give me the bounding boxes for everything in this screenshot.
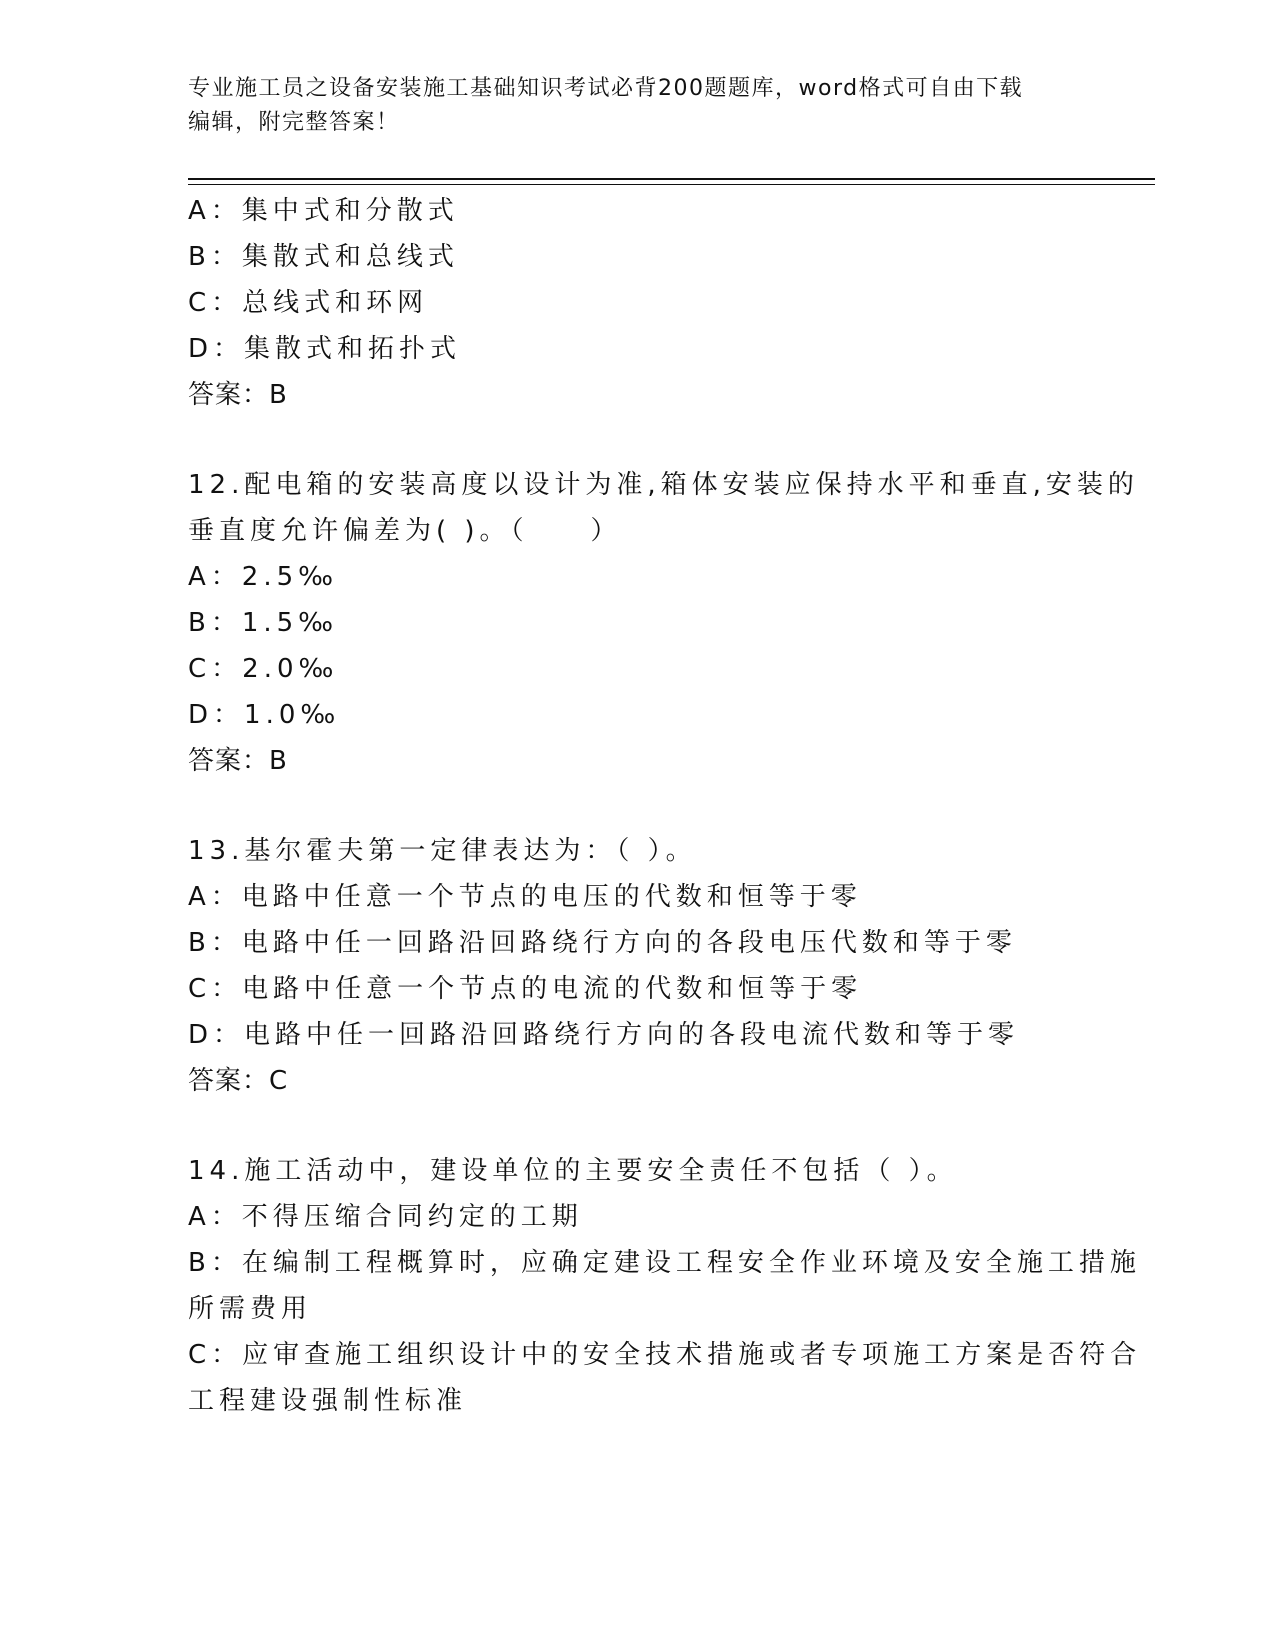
option-b: B：1.5‰: [188, 608, 339, 638]
option-b-continued: 所需费用: [188, 1294, 313, 1324]
question-14: [188, 1148, 1142, 1424]
option-b: B：在编制工程概算时，应确定建设工程安全作业环境及安全施工措施: [188, 1248, 1141, 1278]
question-11-tail: [188, 188, 1088, 418]
question-stem: 14.施工活动中，建设单位的主要安全责任不包括（ ）。: [188, 1156, 958, 1186]
option-c: C：电路中任意一个节点的电流的代数和恒等于零: [188, 974, 863, 1004]
header-divider-thick: [188, 178, 1155, 180]
question-stem: 12.配电箱的安装高度以设计为准,箱体安装应保持水平和垂直,安装的: [188, 470, 1139, 500]
spacer: [188, 784, 1088, 828]
option-c-continued: 工程建设强制性标准: [188, 1386, 468, 1416]
question-list: [188, 188, 1142, 1424]
question-13: [188, 828, 1088, 1104]
spacer: [188, 418, 1088, 462]
answer: 答案：B: [188, 380, 288, 410]
option-d: D：电路中任一回路沿回路绕行方向的各段电流代数和等于零: [188, 1020, 1020, 1050]
option-c: C：总线式和环网: [188, 288, 429, 318]
spacer: [188, 1104, 1088, 1148]
question-12: [188, 462, 1139, 784]
header-line-2: 编辑，附完整答案！: [188, 110, 400, 135]
option-a: A：集中式和分散式: [188, 196, 459, 226]
document-header: [188, 72, 1068, 140]
option-d: D：1.0‰: [188, 700, 341, 730]
option-a: A：电路中任意一个节点的电压的代数和恒等于零: [188, 882, 862, 912]
header-line-1: 专业施工员之设备安装施工基础知识考试必背200题题库，word格式可自由下载: [188, 76, 1024, 101]
question-stem-continued: 垂直度允许偏差为( )。（ ）: [188, 516, 622, 546]
option-c: C：应审查施工组织设计中的安全技术措施或者专项施工方案是否符合: [188, 1340, 1142, 1370]
option-b: B：集散式和总线式: [188, 242, 459, 272]
header-divider-thin: [188, 184, 1155, 185]
option-a: A：不得压缩合同约定的工期: [188, 1202, 583, 1232]
question-stem: 13.基尔霍夫第一定律表达为：（ ）。: [188, 836, 697, 866]
option-d: D：集散式和拓扑式: [188, 334, 462, 364]
option-c: C：2.0‰: [188, 654, 339, 684]
option-a: A：2.5‰: [188, 562, 339, 592]
answer: 答案：C: [188, 1066, 289, 1096]
answer: 答案：B: [188, 746, 288, 776]
option-b: B：电路中任一回路沿回路绕行方向的各段电压代数和等于零: [188, 928, 1017, 958]
